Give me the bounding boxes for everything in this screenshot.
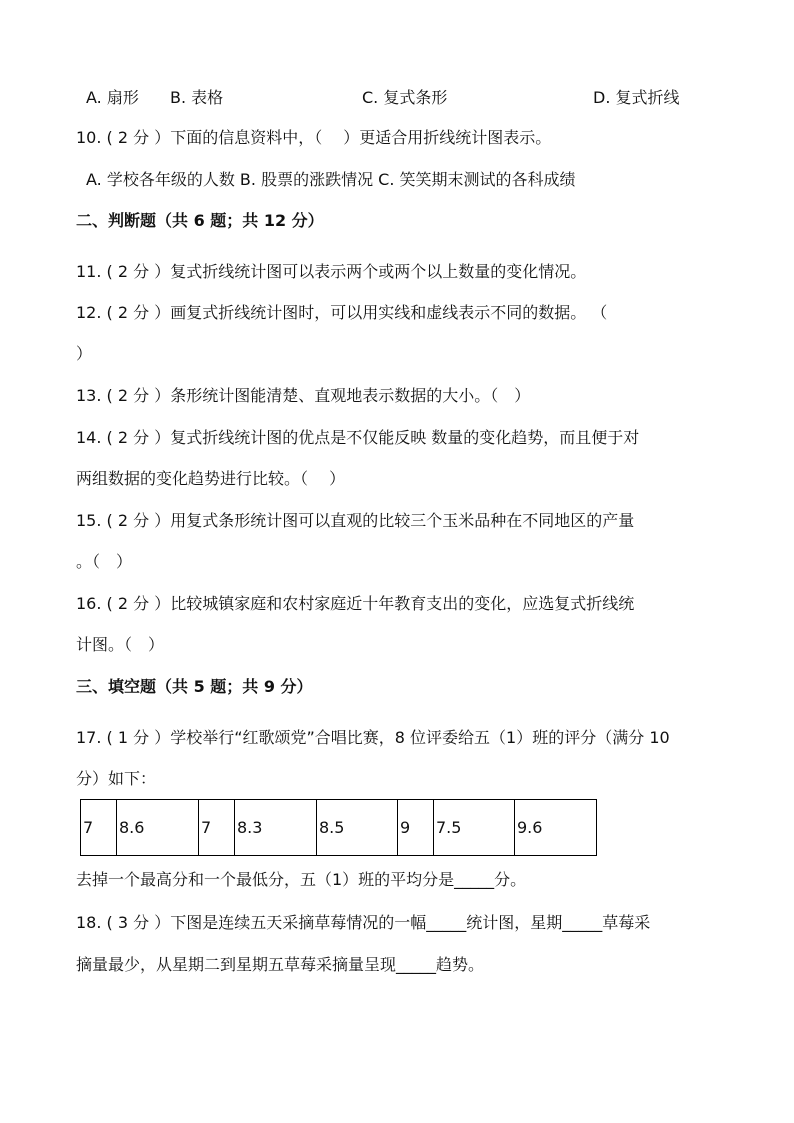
section-2-title: 二、判断题（共 6 题；共 12 分） <box>76 211 324 230</box>
question-15: 15. ( 2 分 ）用复式条形统计图可以直观的比较三个玉米品种在不同地区的产量 <box>76 511 635 530</box>
score-cell: 8.3 <box>235 800 317 856</box>
question-17-prompt: 去掉一个最高分和一个最低分，五（1）班的平均分是_____分。 <box>76 870 527 889</box>
q9-option-c: C. 复式条形 <box>362 88 448 107</box>
question-18: 18. ( 3 分 ）下图是连续五天采摘草莓情况的一幅_____统计图，星期_____草莓采 <box>76 913 651 932</box>
question-14: 14. ( 2 分 ）复式折线统计图的优点是不仅能反映 数量的变化趋势，而且便于对 <box>76 428 640 447</box>
question-13: 13. ( 2 分 ）条形统计图能清楚、直观地表示数据的大小。（ ） <box>76 386 531 405</box>
question-17-continued: 分）如下： <box>76 769 157 788</box>
question-12-continued: ） <box>76 344 93 363</box>
question-16-continued: 计图。（ ） <box>76 635 165 654</box>
score-cell: 7 <box>81 800 117 856</box>
question-10-options: A. 学校各年级的人数 B. 股票的涨跌情况 C. 笑笑期末测试的各科成绩 <box>86 170 576 189</box>
question-16: 16. ( 2 分 ）比较城镇家庭和农村家庭近十年教育支出的变化，应选复式折线统 <box>76 594 635 613</box>
score-cell: 9 <box>398 800 434 856</box>
question-15-continued: 。（ ） <box>76 552 133 571</box>
score-cell: 9.6 <box>515 800 597 856</box>
question-14-continued: 两组数据的变化趋势进行比较。（ ） <box>76 469 346 488</box>
q9-option-a: A. 扇形 <box>86 88 139 107</box>
question-11: 11. ( 2 分 ）复式折线统计图可以表示两个或两个以上数量的变化情况。 <box>76 262 587 281</box>
score-cell: 7 <box>199 800 235 856</box>
question-17: 17. ( 1 分 ）学校举行“红歌颂党”合唱比赛，8 位评委给五（1）班的评分（满分 10 <box>76 728 670 747</box>
question-10: 10. ( 2 分 ）下面的信息资料中，（ ）更适合用折线统计图表示。 <box>76 128 552 147</box>
q9-option-d: D. 复式折线 <box>593 88 680 107</box>
section-3-title: 三、填空题（共 5 题；共 9 分） <box>76 677 313 696</box>
score-table <box>80 799 597 856</box>
table-row <box>81 800 597 856</box>
question-12: 12. ( 2 分 ）画复式折线统计图时，可以用实线和虚线表示不同的数据。 （ <box>76 303 608 322</box>
question-18-continued: 摘量最少，从星期二到星期五草莓采摘量呈现_____趋势。 <box>76 955 485 974</box>
score-cell: 8.6 <box>117 800 199 856</box>
score-cell: 8.5 <box>317 800 398 856</box>
score-cell: 7.5 <box>434 800 515 856</box>
q9-option-b: B. 表格 <box>170 88 224 107</box>
